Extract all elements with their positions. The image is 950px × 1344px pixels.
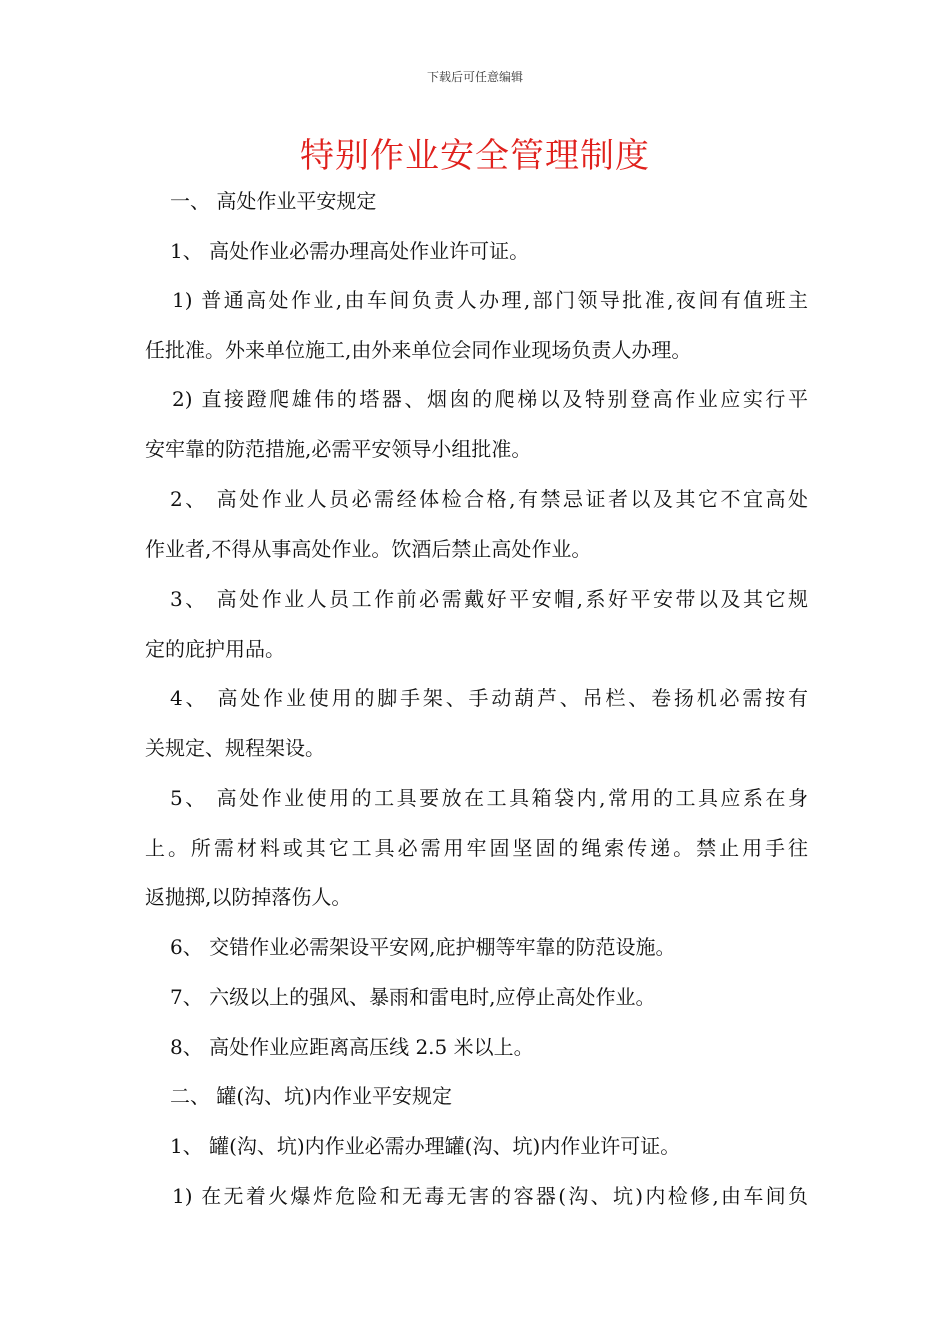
paragraph-line: 1、 高处作业必需办理高处作业许可证。 — [170, 239, 530, 263]
paragraph-line: 7、 六级以上的强风、暴雨和雷电时,应停止高处作业。 — [170, 985, 656, 1009]
section-heading-2: 二、 罐(沟、坑)内作业平安规定 — [170, 1084, 452, 1108]
paragraph-line: 1、 罐(沟、坑)内作业必需办理罐(沟、坑)内作业许可证。 — [170, 1134, 681, 1158]
paragraph-line: 1) 普通高处作业,由车间负责人办理,部门领导批准,夜间有值班主 — [172, 288, 808, 312]
header-note: 下载后可任意编辑 — [426, 70, 523, 84]
paragraph-line: 上。所需材料或其它工具必需用牢固坚固的绳索传递。禁止用手往 — [145, 836, 808, 860]
paragraph-line: 5、 高处作业使用的工具要放在工具箱袋内,常用的工具应系在身 — [170, 786, 808, 810]
section-heading-1: 一、 高处作业平安规定 — [170, 189, 377, 213]
paragraph-line: 6、 交错作业必需架设平安网,庇护棚等牢靠的防范设施。 — [170, 935, 676, 959]
paragraph-line: 任批准。外来单位施工,由外来单位会同作业现场负责人办理。 — [145, 338, 692, 362]
paragraph-line: 安牢靠的防范措施,必需平安领导小组批准。 — [145, 437, 532, 461]
document-title: 特别作业安全管理制度 — [300, 136, 650, 176]
paragraph-line: 返抛掷,以防掉落伤人。 — [145, 885, 352, 909]
paragraph-line: 1) 在无着火爆炸危险和无毒无害的容器(沟、坑)内检修,由车间负 — [172, 1184, 808, 1208]
paragraph-line: 3、 高处作业人员工作前必需戴好平安帽,系好平安带以及其它规 — [170, 587, 808, 611]
paragraph-line: 作业者,不得从事高处作业。饮酒后禁止高处作业。 — [145, 537, 592, 561]
paragraph-line: 2、 高处作业人员必需经体检合格,有禁忌证者以及其它不宜高处 — [170, 487, 808, 511]
paragraph-line: 定的庇护用品。 — [145, 637, 285, 661]
paragraph-line: 8、 高处作业应距离高压线 2.5 米以上。 — [170, 1035, 534, 1059]
paragraph-line: 2) 直接蹬爬雄伟的塔器、烟囱的爬梯以及特别登高作业应实行平 — [172, 387, 808, 411]
paragraph-line: 4、 高处作业使用的脚手架、手动葫芦、吊栏、卷扬机必需按有 — [170, 686, 808, 710]
paragraph-line: 关规定、规程架设。 — [145, 736, 325, 760]
